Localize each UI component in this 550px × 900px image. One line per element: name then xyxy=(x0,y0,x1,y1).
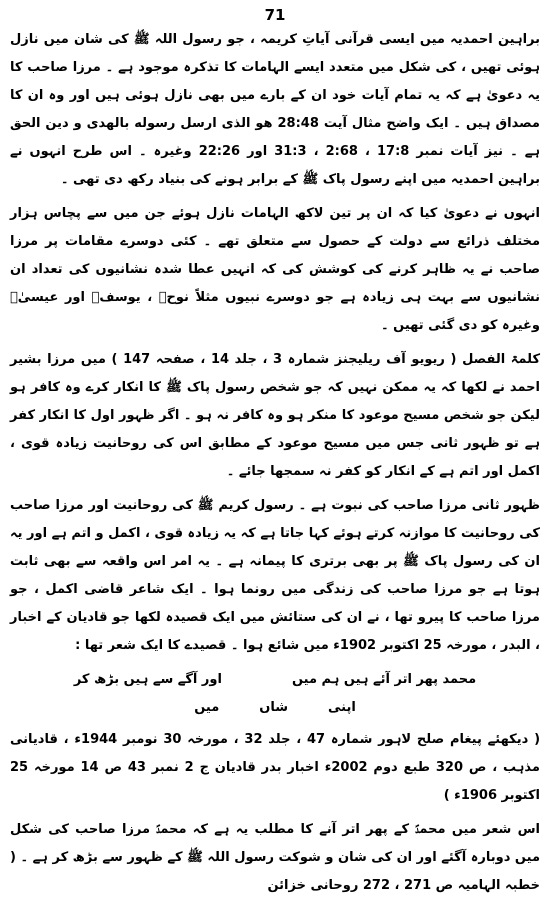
body-text xyxy=(10,26,540,660)
verse-line-1-right: محمد پھر اتر آئے ہیں ہم میں xyxy=(291,672,477,687)
reference-citation: ( دیکھئے پیغام صلح لاہور شمارہ 47 ، جلد 32 ، مورخہ 30 نومبر 1944ء ، قادیانی مذہب ، ص 320 طبع دوم 2002ء اخبار بدر قادیان ج 2 نمبر 43 ص 14 مورخہ 25 اکتوبر 1906ء ) xyxy=(10,732,541,803)
paragraph-2: انہوں نے دعویٰ کیا کہ ان پر تین لاکھ الہامات نازل ہوئے جن میں سے پچاس ہزار مختلف ذرائع سے دولت کے حصول سے متعلق تھے ۔ کئی دوسرے مقامات پر مرزا صاحب نے یہ ظاہر کرنے کی کوشش کی کہ انہیں عطا شدہ نشانیوں کی تعداد ان نشانیوں سے بہت ہی زیادہ ہے جو دوسرے نبیوں مثلاً نوحؑ ، یوسفؑ اور عیسیٰؑ وغیرہ کو دی گئی تھیں ۔ xyxy=(10,206,540,333)
verse-line-2-mid: شاں xyxy=(259,700,289,715)
closing-paragraph: اس شعر میں محمدؐ کے پھر اتر آنے کا مطلب یہ ہے کہ محمدؐ مرزا صاحب کی شکل میں دوبارہ آگئے اور ان کی شان و شوکت رسول اللہ ﷺ کے ظہور سے بڑھ کر ہے ۔ ( خطبہ الہامیہ ص 271 ، 272 روحانی خزائن xyxy=(10,822,540,893)
verse-line-1 xyxy=(10,666,540,694)
verse-line-2-left: میں xyxy=(194,700,220,715)
verse-line-1-left: اور آگے سے ہیں بڑھ کر xyxy=(73,672,222,687)
footer-text xyxy=(10,726,540,900)
poem-verse xyxy=(10,666,540,722)
page-number: 71 xyxy=(264,6,286,24)
paragraph-4: ظہور ثانی مرزا صاحب کی نبوت ہے ۔ رسول کریم ﷺ کی روحانیت اور مرزا صاحب کی روحانیت کا موازنہ کرتے ہوئے کہا جاتا ہے کہ یہ زیادہ قوی ، اکمل و اتم ہے اور یہ ان کی رسول پاک ﷺ پر بھی برتری کا پیمانہ ہے ۔ یہ امر اس واقعہ سے بھی ثابت ہوتا ہے جو مرزا صاحب کی زندگی میں رونما ہوا ۔ ایک شاعر قاضی اکمل ، جو مرزا صاحب کا پیرو تھا ، نے ان کی ستائش میں ایک قصیدہ لکھا جو قادیان کے اخبار ، البدر ، مورخہ 25 اکتوبر 1902ء میں شائع ہوا ۔ قصیدے کا ایک شعر تھا : xyxy=(10,498,540,653)
verse-line-2-right: اپنی xyxy=(328,700,356,715)
paragraph-3: کلمۃ الفصل ( ریویو آف ریلیجنز شمارہ 3 ، جلد 14 ، صفحہ 147 ) میں مرزا بشیر احمد نے لکھا کہ یہ ممکن نہیں کہ جو شخص رسول پاک ﷺ کا انکار کرے وہ کافر ہو لیکن جو شخص مسیح موعود کا منکر ہو وہ کافر نہ ہو ۔ اگر ظہور اول کا انکار کفر ہے تو ظہور ثانی جس میں مسیح موعود کے مطابق اس کی روحانیت زیادہ قوی ، اکمل اور اتم ہے کے انکار کو کفر نہ سمجھا جائے ۔ xyxy=(10,352,541,479)
paragraph-1: براہین احمدیہ میں ایسی قرآنی آیاتِ کریمہ ، جو رسول اللہ ﷺ کی شان میں نازل ہوئی تھیں ، کی شکل میں متعدد ایسے الہامات کا تذکرہ موجود ہے ۔ مرزا صاحب کا یہ دعویٰ ہے کہ یہ تمام آیات خود ان کے بارے میں بھی نازل ہوئی ہیں اور وہ ان کا مصداق ہیں ۔ ایک واضح مثال آیت 28:48 هو الذى ارسل رسوله بالهدى و دين الحق ہے ۔ نیز آیات نمبر 17:8 ، 2:68 ، 31:3 اور 22:26 وغیرہ ۔ اس طرح انہوں نے براہین احمدیہ میں اپنے رسول پاک ﷺ کے برابر ہونے کی بنیاد رکھ دی تھی ۔ xyxy=(10,32,540,187)
verse-line-2 xyxy=(10,694,540,722)
